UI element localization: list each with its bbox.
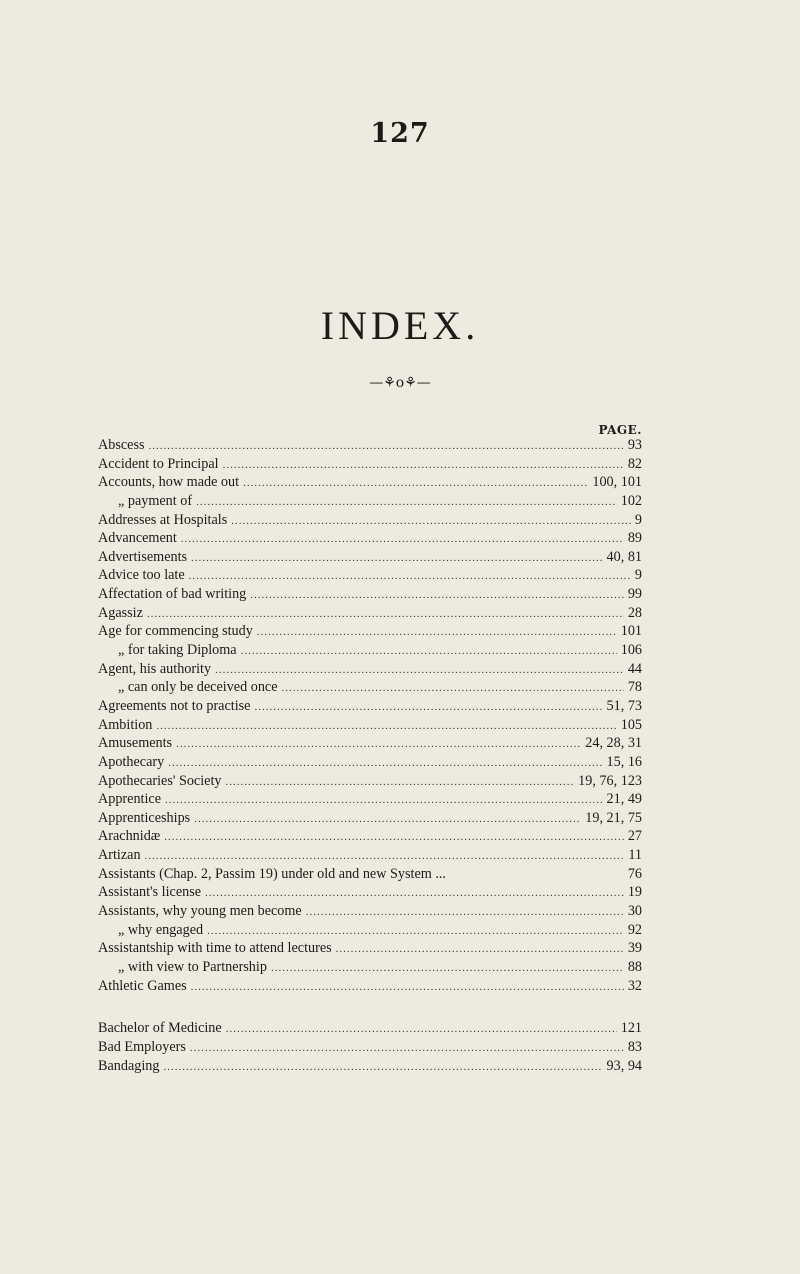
index-entry bbox=[98, 940, 642, 959]
index-entry bbox=[98, 437, 642, 456]
dot-leader bbox=[191, 552, 602, 564]
entry-term: Accident to Principal bbox=[98, 455, 219, 472]
entry-term: Apothecary bbox=[98, 753, 165, 770]
index-entry bbox=[98, 1058, 642, 1077]
page-number: 127 bbox=[370, 118, 430, 149]
index-entry bbox=[98, 642, 642, 661]
entry-pages: 106 bbox=[620, 642, 642, 659]
dot-leader bbox=[145, 850, 625, 862]
index-group bbox=[98, 1020, 642, 1076]
entry-term: Advancement bbox=[98, 530, 177, 547]
dot-leader bbox=[190, 1042, 624, 1054]
index-group bbox=[98, 437, 642, 996]
entry-term: Bachelor of Medicine bbox=[98, 1020, 222, 1037]
entry-term: Agassiz bbox=[98, 604, 143, 621]
dot-leader bbox=[254, 701, 602, 713]
dot-leader bbox=[163, 1061, 602, 1073]
index-entry bbox=[98, 623, 642, 642]
dot-leader bbox=[257, 626, 617, 638]
dot-leader bbox=[223, 459, 624, 471]
dot-leader bbox=[250, 589, 624, 601]
entry-pages: 76 bbox=[627, 865, 642, 882]
entry-term: Assistants (Chap. 2, Passim 19) under old and new System ... bbox=[98, 865, 446, 882]
entry-term: Advice too late bbox=[98, 567, 185, 584]
entry-pages: 39 bbox=[627, 940, 642, 957]
ornament-divider: —⚘o⚘— bbox=[369, 375, 431, 391]
index-entry bbox=[98, 884, 642, 903]
entry-term: Bandaging bbox=[98, 1057, 160, 1074]
dot-leader bbox=[164, 831, 624, 843]
entry-pages: 11 bbox=[628, 847, 642, 864]
index-entry bbox=[98, 903, 642, 922]
entry-term: Bad Employers bbox=[98, 1038, 186, 1055]
index-entry bbox=[98, 679, 642, 698]
entry-pages: 30 bbox=[627, 903, 642, 920]
entry-pages: 121 bbox=[620, 1020, 642, 1037]
dot-leader bbox=[207, 925, 624, 937]
entry-pages: 19, 76, 123 bbox=[578, 772, 642, 789]
index-entry bbox=[98, 567, 642, 586]
entry-term: „ can only be deceived once bbox=[118, 679, 278, 696]
entry-pages: 32 bbox=[627, 977, 642, 994]
entry-pages: 51, 73 bbox=[606, 697, 642, 714]
dot-leader bbox=[176, 738, 581, 750]
dot-leader bbox=[226, 1023, 617, 1035]
dot-leader bbox=[147, 608, 624, 620]
entry-term: Assistant's license bbox=[98, 884, 202, 901]
entry-term: „ for taking Diploma bbox=[118, 642, 237, 659]
dot-leader bbox=[226, 776, 575, 788]
entry-term: Assistantship with time to attend lectures bbox=[98, 940, 332, 957]
index-entry bbox=[98, 773, 642, 792]
entry-term: Advertisements bbox=[98, 548, 188, 565]
index-entry bbox=[98, 456, 642, 475]
entry-pages: 40, 81 bbox=[606, 548, 642, 565]
entry-pages: 105 bbox=[620, 716, 642, 733]
page-column-label: PAGE. bbox=[598, 423, 642, 437]
dot-leader bbox=[189, 570, 631, 582]
index-entry bbox=[98, 530, 642, 549]
entry-pages: 9 bbox=[634, 511, 642, 528]
entry-term: Apothecaries' Society bbox=[98, 772, 222, 789]
entry-term: Apprentice bbox=[98, 791, 162, 808]
entry-pages: 89 bbox=[627, 530, 642, 547]
dot-leader bbox=[196, 496, 617, 508]
dot-leader bbox=[231, 515, 631, 527]
entry-pages: 19 bbox=[627, 884, 642, 901]
entry-term: Accounts, how made out bbox=[98, 474, 240, 491]
dot-leader bbox=[149, 440, 624, 452]
index-entry bbox=[98, 754, 642, 773]
index-entry bbox=[98, 978, 642, 997]
index-entry bbox=[98, 717, 642, 736]
entry-pages: 19, 21, 75 bbox=[585, 809, 642, 826]
dot-leader bbox=[271, 962, 624, 974]
dot-leader bbox=[243, 477, 588, 489]
entry-term: Abscess bbox=[98, 437, 145, 453]
entry-pages: 27 bbox=[627, 828, 642, 845]
index-entry bbox=[98, 866, 642, 885]
index-entry bbox=[98, 549, 642, 568]
entry-pages: 21, 49 bbox=[606, 791, 642, 808]
index-entry bbox=[98, 698, 642, 717]
entry-pages: 82 bbox=[627, 455, 642, 472]
entry-term: Affectation of bad writing bbox=[98, 586, 247, 603]
dot-leader bbox=[194, 813, 581, 825]
entry-term: Agreements not to practise bbox=[98, 697, 251, 714]
index-entry bbox=[98, 512, 642, 531]
index-entry bbox=[98, 959, 642, 978]
index-entry bbox=[98, 828, 642, 847]
entry-term: Addresses at Hospitals bbox=[98, 511, 228, 528]
dot-leader bbox=[306, 906, 624, 918]
entry-term: Assistants, why young men become bbox=[98, 903, 302, 920]
index-list bbox=[98, 437, 642, 1076]
entry-term: Age for commencing study bbox=[98, 623, 253, 640]
entry-pages: 83 bbox=[627, 1038, 642, 1055]
entry-pages: 93 bbox=[627, 437, 642, 453]
entry-pages: 88 bbox=[627, 958, 642, 975]
entry-pages: 15, 16 bbox=[606, 753, 642, 770]
entry-term: Ambition bbox=[98, 716, 153, 733]
index-entry bbox=[98, 1020, 642, 1039]
entry-term: „ why engaged bbox=[118, 921, 204, 938]
entry-term: Apprenticeships bbox=[98, 809, 191, 826]
entry-pages: 78 bbox=[627, 679, 642, 696]
entry-pages: 100, 101 bbox=[592, 474, 642, 491]
entry-pages: 93, 94 bbox=[606, 1057, 642, 1074]
index-entry bbox=[98, 661, 642, 680]
index-entry bbox=[98, 791, 642, 810]
entry-term: Arachnidæ bbox=[98, 828, 161, 845]
entry-pages: 101 bbox=[620, 623, 642, 640]
entry-pages: 99 bbox=[627, 586, 642, 603]
index-entry bbox=[98, 810, 642, 829]
index-entry bbox=[98, 474, 642, 493]
dot-leader bbox=[168, 757, 602, 769]
dot-leader bbox=[336, 943, 624, 955]
index-entry bbox=[98, 605, 642, 624]
dot-leader bbox=[205, 887, 624, 899]
index-entry bbox=[98, 847, 642, 866]
index-entry bbox=[98, 1039, 642, 1058]
entry-pages: 28 bbox=[627, 604, 642, 621]
entry-pages: 102 bbox=[620, 492, 642, 509]
index-entry bbox=[98, 922, 642, 941]
entry-pages: 24, 28, 31 bbox=[585, 735, 642, 752]
dot-leader bbox=[181, 533, 624, 545]
dot-leader bbox=[191, 981, 624, 993]
entry-term: Athletic Games bbox=[98, 977, 187, 994]
entry-term: Amusements bbox=[98, 735, 173, 752]
entry-pages: 92 bbox=[627, 921, 642, 938]
dot-leader bbox=[282, 682, 624, 694]
dot-leader bbox=[156, 720, 616, 732]
dot-leader bbox=[165, 794, 603, 806]
dot-leader bbox=[241, 645, 617, 657]
entry-term: „ with view to Partnership bbox=[118, 958, 267, 975]
index-entry bbox=[98, 493, 642, 512]
dot-leader bbox=[215, 664, 624, 676]
page-title: INDEX. bbox=[320, 303, 480, 348]
index-entry bbox=[98, 735, 642, 754]
entry-term: „ payment of bbox=[118, 492, 193, 509]
entry-pages: 44 bbox=[627, 660, 642, 677]
entry-term: Artizan bbox=[98, 847, 141, 864]
entry-pages: 9 bbox=[634, 567, 642, 584]
index-entry bbox=[98, 586, 642, 605]
entry-term: Agent, his authority bbox=[98, 660, 212, 677]
